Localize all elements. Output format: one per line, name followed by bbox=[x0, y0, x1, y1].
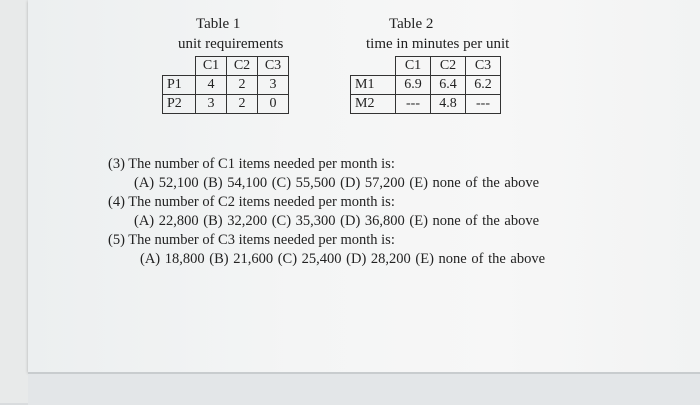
question-block bbox=[108, 155, 545, 269]
table-row-label: P1 bbox=[163, 76, 196, 95]
table-header-cell: C2 bbox=[431, 57, 466, 76]
table1-title: Table 1 bbox=[196, 16, 241, 32]
table-cell: 0 bbox=[258, 95, 289, 114]
question-3-options: (A) 52,100 (B) 54,100 (C) 55,500 (D) 57,200 (E) none of the above bbox=[134, 175, 540, 191]
table-row bbox=[163, 76, 289, 95]
table-row bbox=[163, 95, 289, 114]
table-cell: 2 bbox=[227, 76, 258, 95]
table-header-row bbox=[351, 57, 501, 76]
table-row-label: M2 bbox=[351, 95, 396, 114]
question-5-text: (5) The number of C3 items needed per month is: bbox=[108, 232, 395, 248]
table-cell: 4.8 bbox=[431, 95, 466, 114]
table1-subtitle: unit requirements bbox=[178, 36, 284, 52]
page-left-edge bbox=[0, 0, 28, 403]
table-row-label: M1 bbox=[351, 76, 396, 95]
question-5-options: (A) 18,800 (B) 21,600 (C) 25,400 (D) 28,200 (E) none of the above bbox=[140, 251, 546, 267]
table-cell: --- bbox=[396, 95, 431, 114]
table-header-cell: C3 bbox=[466, 57, 501, 76]
table-header-row bbox=[163, 57, 289, 76]
table-cell: 2 bbox=[227, 95, 258, 114]
table-header-cell: C2 bbox=[227, 57, 258, 76]
table-corner-cell bbox=[163, 57, 196, 76]
table-header-cell: C1 bbox=[396, 57, 431, 76]
table-cell: 6.4 bbox=[431, 76, 466, 95]
table-cell: 6.9 bbox=[396, 76, 431, 95]
question-4-options: (A) 22,800 (B) 32,200 (C) 35,300 (D) 36,800 (E) none of the above bbox=[134, 213, 540, 229]
table2-grid bbox=[350, 56, 501, 114]
table1-grid bbox=[162, 56, 289, 114]
table-cell: 3 bbox=[196, 95, 227, 114]
question-3-text: (3) The number of C1 items needed per month is: bbox=[108, 156, 395, 172]
table2-title: Table 2 bbox=[389, 16, 434, 32]
table-row bbox=[351, 95, 501, 114]
table-cell: 3 bbox=[258, 76, 289, 95]
lower-strip bbox=[28, 372, 700, 405]
table-row-label: P2 bbox=[163, 95, 196, 114]
table-header-cell: C1 bbox=[196, 57, 227, 76]
table-cell: 4 bbox=[196, 76, 227, 95]
table-cell: 6.2 bbox=[466, 76, 501, 95]
table-row bbox=[351, 76, 501, 95]
table2-subtitle: time in minutes per unit bbox=[366, 36, 510, 52]
table-header-cell: C3 bbox=[258, 57, 289, 76]
table-cell: --- bbox=[466, 95, 501, 114]
question-4-text: (4) The number of C2 items needed per month is: bbox=[108, 194, 395, 210]
table-corner-cell bbox=[351, 57, 396, 76]
